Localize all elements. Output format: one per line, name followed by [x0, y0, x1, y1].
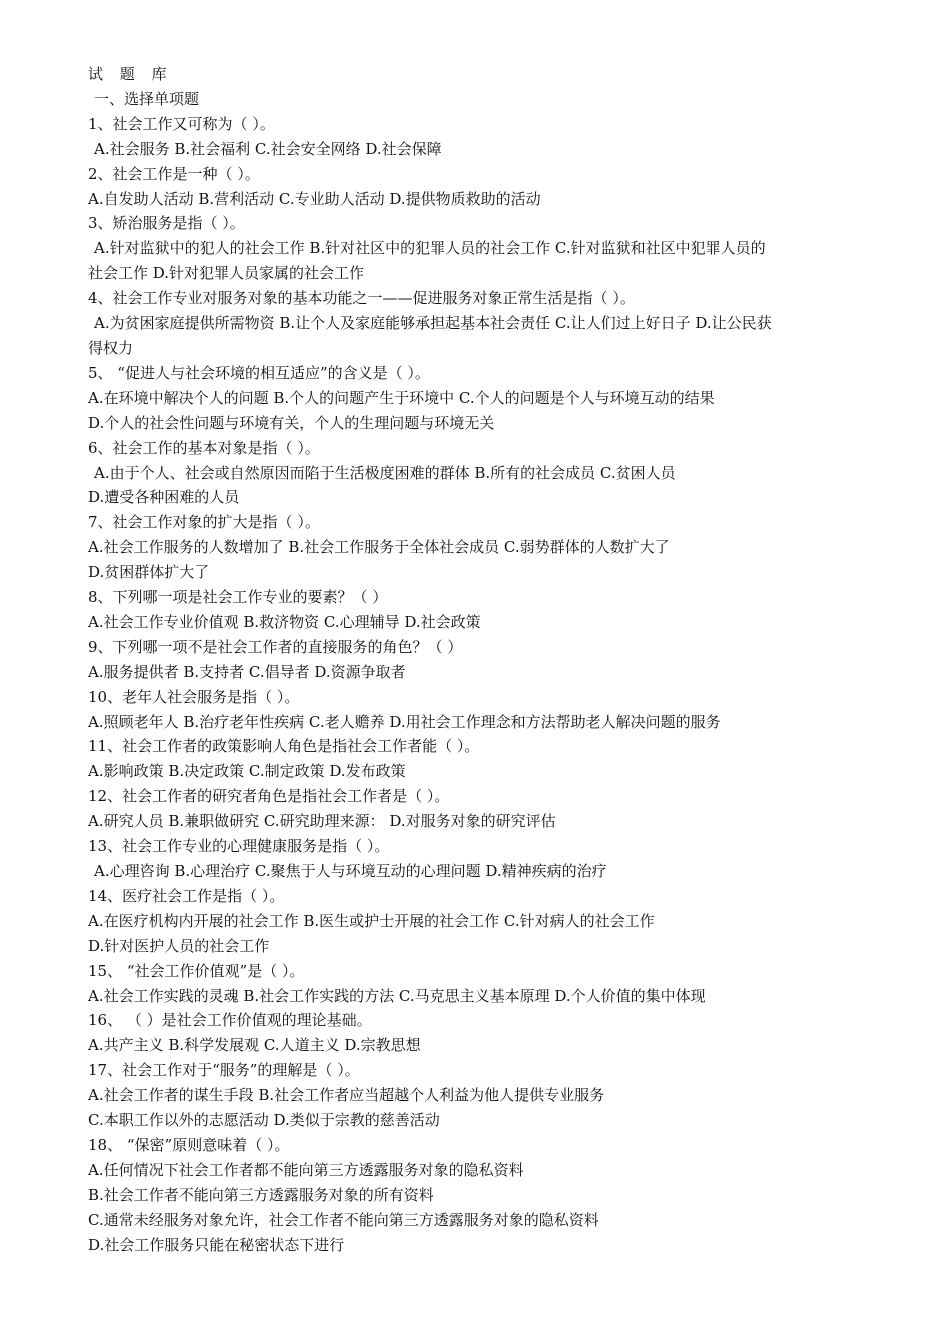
question-stem: 6、社会工作的基本对象是指（ ）。: [88, 438, 320, 457]
answer-options: A.社会工作服务的人数增加了 B.社会工作服务于全体社会成员 C.弱势群体的人数扩大了: [88, 538, 670, 557]
answer-options: A.社会工作实践的灵魂 B.社会工作实践的方法 C.马克思主义基本原理 D.个人价值的集中体现: [88, 986, 706, 1005]
question-stem: 15、 “社会工作价值观”是（ ）。: [88, 961, 305, 980]
answer-options: A.社会工作者的谋生手段 B.社会工作者应当超越个人利益为他人提供专业服务: [88, 1086, 605, 1105]
answer-options: A.研究人员 B.兼职做研究 C.研究助理来源： D.对服务对象的研究评估: [88, 812, 556, 831]
question-stem: 3、矫治服务是指（ ）。: [88, 214, 245, 233]
question-stem: 14、医疗社会工作是指（ ）。: [88, 886, 285, 905]
question-stem: 5、 “促进人与社会环境的相互适应”的含义是（ ）。: [88, 363, 430, 382]
question-stem: 2、社会工作是一种（ ）。: [88, 164, 260, 183]
answer-options: D.贫困群体扩大了: [88, 563, 210, 582]
answer-options: D.针对医护人员的社会工作: [88, 936, 270, 955]
continuation-line: 社会工作 D.针对犯罪人员家属的社会工作: [88, 264, 365, 283]
answer-options: A.针对监狱中的犯人的社会工作 B.针对社区中的犯罪人员的社会工作 C.针对监狱和社区中犯罪人员的: [94, 239, 766, 258]
answer-options: A.在医疗机构内开展的社会工作 B.医生或护士开展的社会工作 C.针对病人的社会工作: [88, 911, 655, 930]
answer-options: A.在环境中解决个人的问题 B.个人的问题产生于环境中 C.个人的问题是个人与环境互动的结果: [88, 388, 715, 407]
answer-options: D.社会工作服务只能在秘密状态下进行: [88, 1235, 345, 1254]
answer-options: A.自发助人活动 B.营利活动 C.专业助人活动 D.提供物质救助的活动: [88, 189, 541, 208]
question-list: [88, 112, 868, 1258]
answer-options: A.由于个人、社会或自然原因而陷于生活极度困难的群体 B.所有的社会成员 C.贫困人员: [94, 463, 676, 482]
question-stem: 17、社会工作对于“服务”的理解是（ ）。: [88, 1061, 360, 1080]
question-stem: 18、 “保密”原则意味着（ ）。: [88, 1135, 290, 1154]
question-stem: 16、 （ ）是社会工作价值观的理论基础。: [88, 1011, 372, 1030]
answer-options: D.个人的社会性问题与环境有关，个人的生理问题与环境无关: [88, 413, 495, 432]
answer-options: A.社会服务 B.社会福利 C.社会安全网络 D.社会保障: [94, 139, 442, 158]
question-stem: 13、社会工作专业的心理健康服务是指（ ）。: [88, 837, 390, 856]
question-stem: 9、下列哪一项不是社会工作者的直接服务的角色？（ ）: [88, 637, 463, 656]
answer-options: B.社会工作者不能向第三方透露服务对象的所有资料: [88, 1185, 434, 1204]
answer-options: A.影响政策 B.决定政策 C.制定政策 D.发布政策: [88, 762, 406, 781]
question-stem: 11、社会工作者的政策影响人角色是指社会工作者能（ ）。: [88, 737, 480, 756]
answer-options: A.共产主义 B.科学发展观 C.人道主义 D.宗教思想: [88, 1036, 421, 1055]
answer-options: C.本职工作以外的志愿活动 D.类似于宗教的慈善活动: [88, 1111, 440, 1130]
answer-options: A.任何情况下社会工作者都不能向第三方透露服务对象的隐私资料: [88, 1160, 524, 1179]
answer-options: A.心理咨询 B.心理治疗 C.聚焦于人与环境互动的心理问题 D.精神疾病的治疗: [94, 862, 607, 880]
question-stem: 10、老年人社会服务是指（ ）。: [88, 687, 300, 706]
question-stem: 7、社会工作对象的扩大是指（ ）。: [88, 513, 320, 532]
document-title: 试 题 库: [88, 65, 173, 83]
question-stem: 1、社会工作又可称为（ ）。: [88, 114, 275, 133]
answer-options: C.通常未经服务对象允许，社会工作者不能向第三方透露服务对象的隐私资料: [88, 1210, 599, 1229]
answer-options: A.照顾老年人 B.治疗老年性疾病 C.老人赡养 D.用社会工作理念和方法帮助老人解决问题的服务: [88, 712, 721, 731]
answer-options: D.遭受各种困难的人员: [88, 488, 240, 507]
answer-options: A.为贫困家庭提供所需物资 B.让个人及家庭能够承担起基本社会责任 C.让人们过上好日子 D.让公民获: [94, 314, 772, 333]
question-stem: 8、下列哪一项是社会工作专业的要素？（ ）: [88, 588, 388, 607]
question-stem: 4、社会工作专业对服务对象的基本功能之一——促进服务对象正常生活是指（ ）。: [88, 289, 635, 308]
answer-options: A.服务提供者 B.支持者 C.倡导者 D.资源争取者: [88, 662, 406, 681]
continuation-line: 得权力: [88, 338, 134, 357]
question-stem: 12、社会工作者的研究者角色是指社会工作者是（ ）。: [88, 787, 450, 806]
answer-options: A.社会工作专业价值观 B.救济物资 C.心理辅导 D.社会政策: [88, 612, 481, 631]
section-heading: 一、选择单项题: [94, 89, 200, 108]
